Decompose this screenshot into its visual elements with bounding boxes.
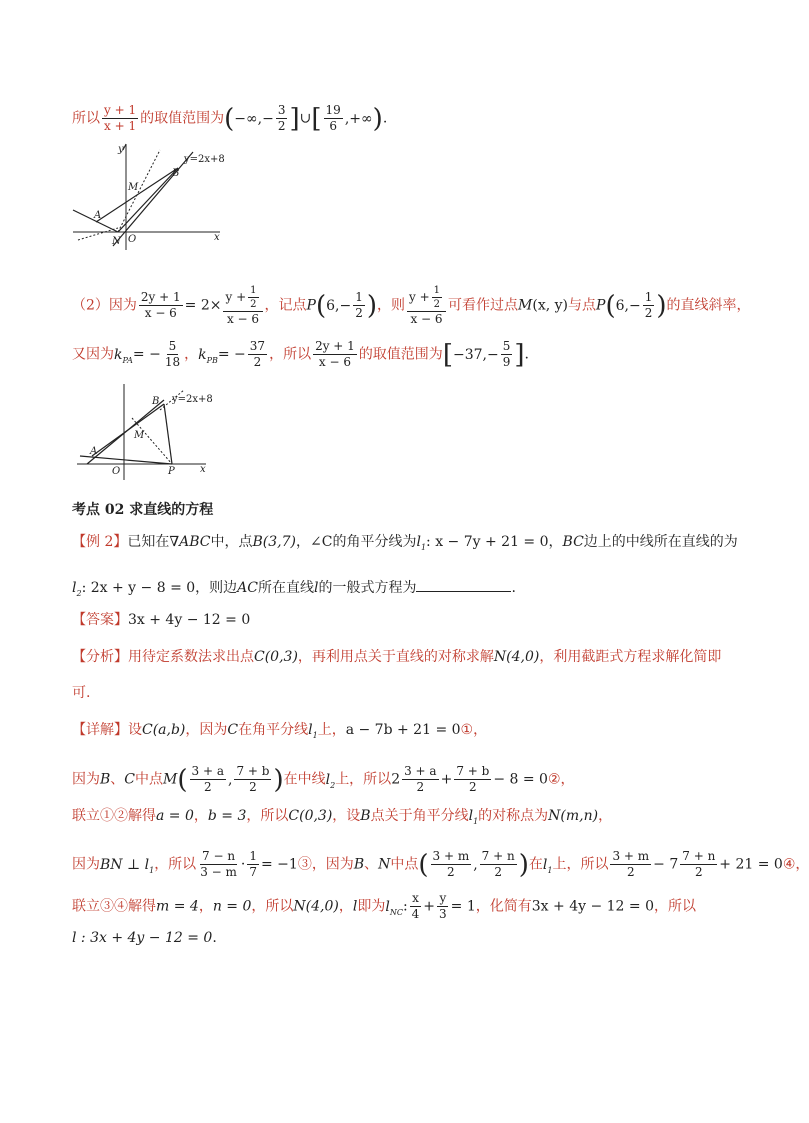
svg-text:B: B [172, 168, 180, 179]
svg-text:N: N [112, 236, 121, 247]
step-2-result: 又因为$k_{PA}=$ − $\frac{5}{18}$ ，$k_{PB}=$ − $\frac{37}{2}$ ，所以 $\frac{2y + 1}{x - 6}$ 的取值范围为[−37,− $\frac{5}{9}$ ]. [72, 339, 529, 370]
detail-line-6: l : 3x + 4y − 12 = 0. [72, 930, 217, 946]
figure-2 [72, 380, 222, 480]
interval-1: (−∞,− $\frac{3}{2}$ ] [224, 103, 300, 134]
interval-2: [ $\frac{19}{6}$ ,+∞) [311, 103, 383, 134]
detail-line-2: 因为B、C中点M( $\frac{3 + a}{2}$ , $\frac{7 + b}{2}$ )在中线$l_2$上，所以2 $\frac{3 + a}{2}$ + $\frac{7 + b}{2}$ − 8 = 0②， [72, 764, 575, 795]
svg-text:P: P [168, 466, 175, 477]
detail-line-4: 因为BN ⊥ $l_1$，所以 $\frac{7 - n}{3 - m}$ · $\frac{1}{7}$ = −1③，因为B、N中点( $\frac{3 + m}{2}$ , $\frac{7 + n}{2}$ )在$l_1$上，所以 $\frac{3 + m}{2}$ − 7 $\frac{7 + n}{2}$ + 21 = 0④， [72, 849, 809, 880]
answer-line: 【答案】3x + 4y − 12 = 0 [72, 612, 251, 628]
detail-line-3: 联立①②解得a = 0，b = 3，所以C(0,3)，设B点关于角平分线$l_1$的对称点为N(m,n)， [72, 808, 613, 826]
figure-1 [68, 140, 248, 250]
svg-text:M: M [134, 430, 145, 441]
step-2-line: （2）因为 $\frac{2y + 1}{x - 6}$ = 2× y + $\frac{1}{2}$ x − 6 ，记点P(6,− $\frac{1}{2}$ )，则 y + $\frac{1}{2}$ x − 6 可看作过点M(x, y)与点P(6,− $\frac{1}{2}$ )的直线斜率， [72, 285, 751, 326]
svg-text:O: O [128, 234, 137, 245]
svg-text:O: O [112, 466, 121, 477]
answer-blank [416, 579, 511, 592]
analysis-line-1: 【分析】用待定系数法求出点C(0,3)，再利用点关于直线的对称求解N(4,0)，利用截距式方程求解化简即 [72, 649, 722, 665]
example-2-line-2: $l_2$: 2x + y − 8 = 0，则边AC所在直线l的一般式方程为 . [72, 580, 516, 598]
svg-text:M: M [128, 182, 139, 193]
svg-text:y: y [118, 144, 124, 155]
svg-text:y=2x+8: y=2x+8 [172, 394, 213, 405]
fraction: $\frac{y + 1}{x + 1}$ [104, 103, 137, 134]
svg-text:B: B [152, 396, 160, 407]
union-symbol: ∪ [299, 110, 312, 127]
detail-line-1: 【详解】设C(a,b)，因为C在角平分线$l_1$上，a − 7b + 21 = 0①， [72, 722, 488, 740]
svg-text:A: A [90, 446, 98, 457]
svg-text:y=2x+8: y=2x+8 [184, 154, 225, 165]
text: 所以 [72, 110, 100, 127]
text: 的取值范围为 [140, 110, 225, 127]
example-2-line-1: 【例 2】已知在∇ABC中，点B(3,7)，∠C的角平分线为$l_1$: x − 7y + 21 = 0，BC边上的中线所在直线的为 [72, 534, 738, 552]
svg-text:x: x [200, 464, 206, 475]
detail-line-5: 联立③④解得m = 4，n = 0，所以N(4,0)，l即为$l_{NC}$: $\frac{x}{4}$ + $\frac{y}{3}$ = 1，化简有3x + 4y − 12 = 0，所以 [72, 891, 696, 922]
section-heading: 考点 02 求直线的方程 [72, 502, 214, 518]
svg-text:A: A [94, 210, 102, 221]
analysis-line-2: 可. [72, 685, 91, 701]
range-line-1: 所以 $\frac{y + 1}{x + 1}$ 的取值范围为(−∞,− $\frac{3}{2}$ ]∪[ $\frac{19}{6}$ ,+∞). [72, 103, 388, 134]
svg-text:x: x [214, 232, 220, 243]
